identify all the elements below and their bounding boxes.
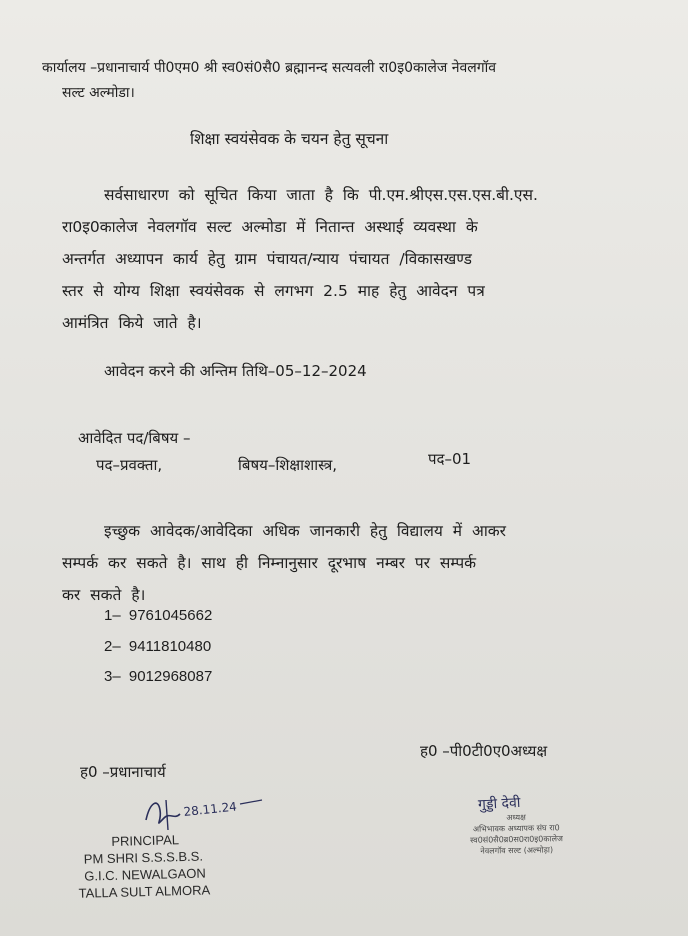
principal-signature-date: 28.11.24 xyxy=(182,799,238,819)
notice-line-3: अन्तर्गत अध्यापन कार्य हेतु ग्राम पंचायत/न्याय पंचायत /विकासखण्ड xyxy=(62,250,472,268)
phone-number: 9411810480 xyxy=(128,638,212,655)
post-count: पद–01 xyxy=(428,450,472,468)
subject-label: बिषय–शिक्षाशास्त्र, xyxy=(238,456,338,474)
pta-signature: गुड्डी देवी xyxy=(477,794,521,814)
notice-title: शिक्षा स्वयंसेवक के चयन हेतु सूचना xyxy=(190,130,389,148)
phone-item xyxy=(104,607,212,624)
phone-index: 2– xyxy=(104,638,121,655)
principal-stamp xyxy=(78,830,211,901)
principal-signature-label: ह0 –प्रधानाचार्य xyxy=(80,763,166,781)
pta-stamp-line: स्व0सं0सै0ब्र0स0रा0इ0कालेज xyxy=(470,834,564,845)
principal-stamp-title: PRINCIPAL xyxy=(111,832,180,849)
contact-line-3: कर सकते है। xyxy=(62,586,146,604)
contact-line-1: इच्छुक आवेदक/आवेदिका अधिक जानकारी हेतु विद्यालय में आकर xyxy=(104,522,507,540)
phone-index: 3– xyxy=(104,668,121,685)
phone-item xyxy=(104,668,212,685)
post-heading: आवेदित पद/बिषय – xyxy=(78,429,191,447)
pta-stamp-line: अध्यक्ष xyxy=(506,812,526,823)
last-date: आवेदन करने की अन्तिम तिथि–05–12–2024 xyxy=(104,362,367,380)
pta-stamp-line: नेवलगॉव सल्ट (अल्मोड़ा) xyxy=(480,845,554,856)
principal-stamp-school: PM SHRI S.S.S.B.S. xyxy=(83,848,204,867)
principal-signature xyxy=(140,790,280,835)
principal-stamp-place: TALLA SULT ALMORA xyxy=(78,882,211,901)
phone-index: 1– xyxy=(104,607,121,624)
notice-line-1: सर्वसाधारण को सूचित किया जाता है कि पी.एम.श्रीएस.एस.एस.बी.एस. xyxy=(104,186,538,204)
phone-number: 9761045662 xyxy=(128,607,213,624)
post-label: पद–प्रवक्ता, xyxy=(96,456,163,474)
pta-stamp xyxy=(470,811,564,857)
phone-number: 9012968087 xyxy=(128,668,213,685)
pta-stamp-line: अभिभावक अध्यापक संघ रा0 xyxy=(472,823,560,834)
notice-line-2: रा0इ0कालेज नेवलगॉव सल्ट अल्मोडा में नितान्त अस्थाई व्यवस्था के xyxy=(62,218,478,236)
office-header: कार्यालय –प्रधानाचार्य पी0एम0 श्री स्व0सं0सै0 ब्रह्मानन्द सत्यवली रा0इ0कालेज नेवलगॉव xyxy=(42,60,497,76)
phone-item xyxy=(104,638,211,655)
notice-line-5: आमंत्रित किये जाते है। xyxy=(62,314,202,332)
office-header-continuation: सल्ट अल्मोडा। xyxy=(62,85,135,101)
principal-stamp-college: G.I.C. NEWALGAON xyxy=(84,865,206,884)
notice-line-4: स्तर से योग्य शिक्षा स्वयंसेवक से लगभग 2.5 माह हेतु आवेदन पत्र xyxy=(62,282,485,300)
contact-line-2: सम्पर्क कर सकते है। साथ ही निम्नानुसार दूरभाष नम्बर पर सम्पर्क xyxy=(62,554,477,572)
pta-signature-label: ह0 –पी0टी0ए0अध्यक्ष xyxy=(420,742,548,760)
